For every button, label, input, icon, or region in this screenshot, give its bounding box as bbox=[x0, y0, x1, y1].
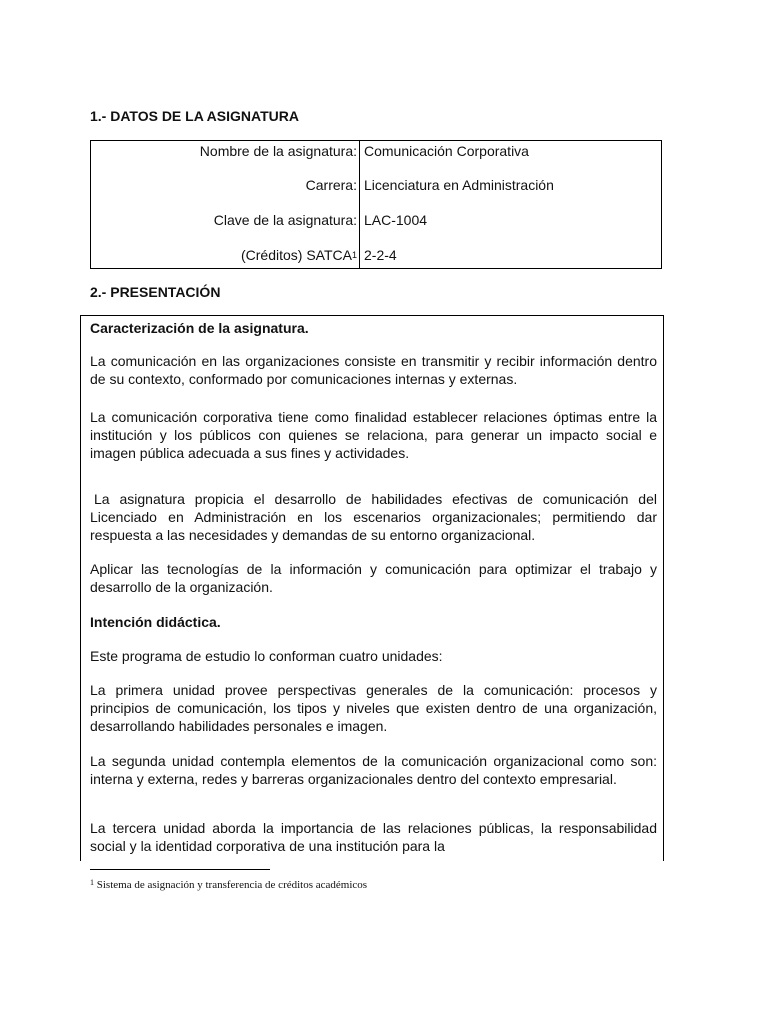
paragraph: La tercera unidad aborda la importancia de las relaciones públicas, la responsabilidad social y la identidad corporativa de una institución para la bbox=[90, 820, 657, 854]
paragraph: La comunicación en las organizaciones consiste en transmitir y recibir información dentro de su contexto, conformado por comunicaciones internas y externas. bbox=[90, 353, 657, 387]
row-label: Nombre de la asignatura: bbox=[91, 141, 360, 176]
paragraph: Este programa de estudio lo conforman cuatro unidades: bbox=[90, 648, 443, 664]
presentation-box bbox=[80, 315, 664, 861]
row-value: LAC-1004 bbox=[364, 212, 428, 228]
subject-data-table bbox=[90, 140, 662, 269]
table-row bbox=[91, 245, 662, 269]
section-1-title: 1.- DATOS DE LA ASIGNATURA bbox=[90, 108, 299, 124]
table-row bbox=[91, 210, 662, 245]
subheading-intencion: Intención didáctica. bbox=[90, 614, 221, 630]
footnote-text: Sistema de asignación y transferencia de créditos académicos bbox=[96, 879, 368, 891]
row-value: 2-2-4 bbox=[364, 247, 397, 263]
row-label: Carrera: bbox=[91, 175, 360, 210]
table-row bbox=[91, 175, 662, 210]
footnote-separator bbox=[90, 869, 270, 870]
paragraph: La asignatura propicia el desarrollo de habilidades efectivas de comunicación del Licenciado en Administración en los escenarios organizacionales; permitiendo dar respuesta a las necesidades y demandas de su entorno organizacional. bbox=[90, 491, 657, 543]
row-value: Licenciatura en Administración bbox=[364, 177, 554, 193]
footnote bbox=[90, 876, 367, 894]
paragraph: La segunda unidad contempla elementos de la comunicación organizacional como son: interna y externa, redes y barreras organizacionales dentro del contexto empresarial. bbox=[90, 753, 657, 787]
footnote-ref: 1 bbox=[351, 250, 357, 260]
paragraph: Aplicar las tecnologías de la información y comunicación para optimizar el trabajo y desarrollo de la organización. bbox=[90, 561, 657, 595]
footnote-number: 1 bbox=[90, 878, 94, 887]
table-row bbox=[91, 141, 662, 176]
row-label-satca bbox=[91, 245, 360, 269]
section-2-title: 2.- PRESENTACIÓN bbox=[90, 284, 221, 300]
satca-label: (Créditos) SATCA bbox=[241, 247, 352, 263]
subheading-caracterizacion: Caracterización de la asignatura. bbox=[90, 320, 309, 336]
paragraph: La primera unidad provee perspectivas generales de la comunicación: procesos y principios de comunicación, los tipos y niveles que existen dentro de una organización, desarrollando habilidades personales e imagen. bbox=[90, 682, 657, 734]
paragraph: La comunicación corporativa tiene como finalidad establecer relaciones óptimas entre la institución y los públicos con quienes se relaciona, para generar un impacto social e imagen pública adecuada a sus fines y actividades. bbox=[90, 409, 657, 461]
row-label: Clave de la asignatura: bbox=[91, 210, 360, 245]
row-value: Comunicación Corporativa bbox=[364, 143, 529, 159]
